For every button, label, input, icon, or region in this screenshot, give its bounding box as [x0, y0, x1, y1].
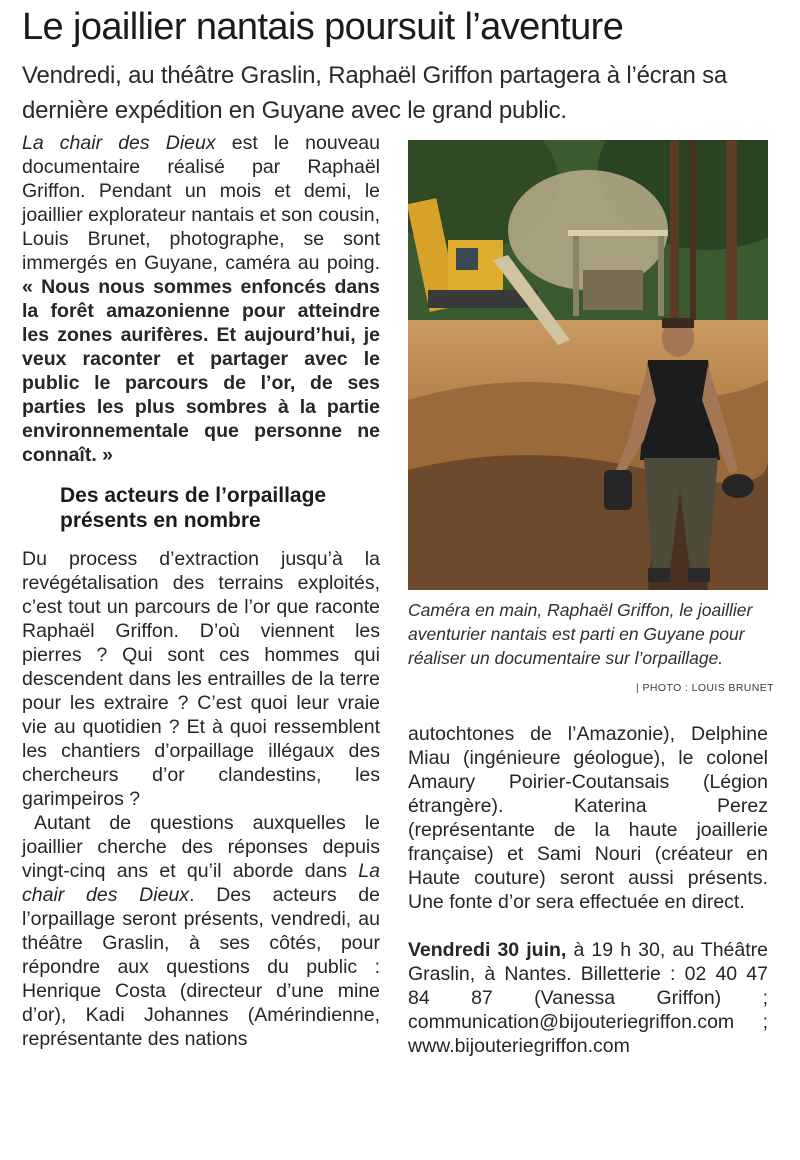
event-date: Vendredi 30 juin,	[408, 939, 567, 961]
paragraph-2	[22, 811, 380, 1051]
film-title-2: La chair des Dieux	[22, 860, 380, 906]
gold-mining-site-photo	[408, 140, 768, 590]
left-column	[22, 131, 380, 1051]
paragraph-3: autochtones de l’Amazonie), Delphine Miau (ingénieure géologue), le colonel Amaury Poirier-Coutansais (Légion étrangère). Katerina Perez (représentante de la haute joaillerie française) et Sami Nouri (créateur en Haute couture) seront aussi présents. Une fonte d’or sera effectuée en direct.	[408, 723, 768, 913]
paragraph-1: Du process d’extraction jusqu’à la revégétalisation des terrains exploités, c’est tout un parcours de l’or que raconte Raphaël Griffon. D’où viennent les pierres ? Qui sont ces hommes qui descendent dans les entrailles de la terre pour les extraire ? C’est quoi leur vraie vie au quotidien ? Et à quoi ressemblent les chantiers d’orpaillage illégaux des chercheurs d’or clandestins, les garimpeiros ?	[22, 548, 380, 810]
intro-text: est le nouveau documentaire réalisé par Raphaël Griffon. Pendant un mois et demi, le joaillier explorateur nantais et son cousin, Louis Brunet, photographe, se sont immergés en Guyane, caméra au poing.	[22, 132, 380, 274]
intro-paragraph	[22, 131, 380, 467]
subheading: Des acteurs de l’orpaillage présents en nombre	[60, 484, 327, 532]
paragraph-2-after: . Des acteurs de l’orpaillage seront présents, vendredi, au théâtre Graslin, à ses côtés, pour répondre aux questions du public : Henrique Costa (directeur d’une mine d’or), Kadi Johannes (Amérindienne, représentante des nations	[22, 884, 380, 1050]
right-column	[408, 722, 768, 1058]
article-photo	[408, 140, 768, 590]
standfirst: Vendredi, au théâtre Graslin, Raphaël Griffon partagera à l’écran sa dernière expédition en Guyane avec le grand public.	[22, 62, 728, 124]
paragraph-2-before: Autant de questions auxquelles le joaillier cherche des réponses depuis vingt-cinq ans et qu’il aborde dans	[22, 812, 380, 882]
film-title: La chair des Dieux	[22, 132, 216, 154]
photo-credit: | PHOTO : LOUIS BRUNET	[636, 682, 774, 694]
event-details: à 19 h 30, au Théâtre Graslin, à Nantes. Billetterie : 02 40 47 84 87 (Vanessa Griffon) ; communication@bijouteriegriffon.com ; www.bijouteriegriffon.com	[408, 939, 768, 1057]
headline: Le joaillier nantais poursuit l’aventure	[22, 6, 624, 48]
photo-caption: Caméra en main, Raphaël Griffon, le joaillier aventurier nantais est parti en Guyane pour réaliser un documentaire sur l’orpaillage.	[408, 600, 753, 668]
event-info	[408, 938, 768, 1058]
intro-quote: « Nous nous sommes enfoncés dans la forêt amazonienne pour atteindre les zones aurifères. Et aujourd’hui, je veux raconter et partager avec le public le parcours de l’or, de ses parties les plus sombres à la partie environnementale que personne ne connaît. »	[22, 276, 380, 466]
